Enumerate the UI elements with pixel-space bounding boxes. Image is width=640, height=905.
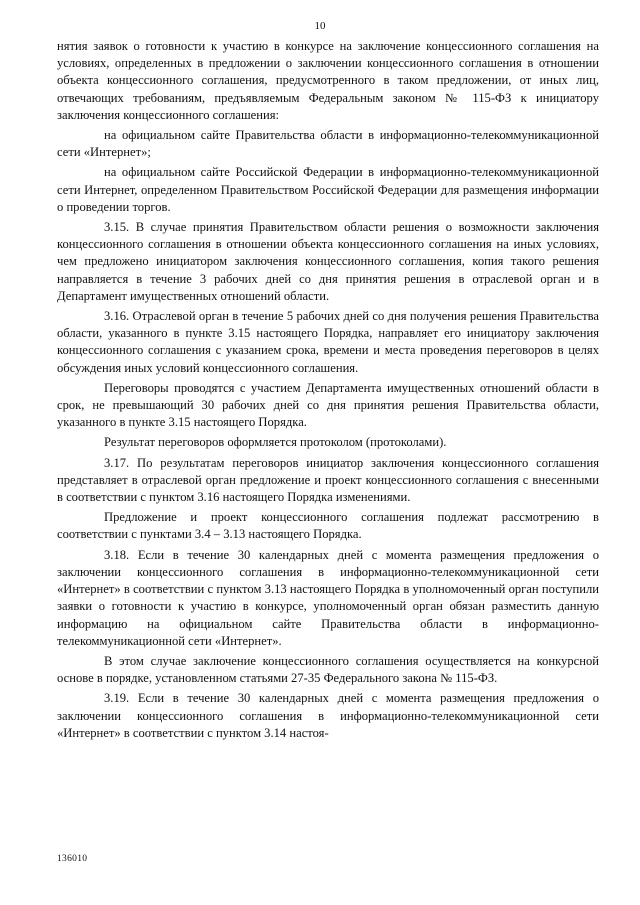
paragraph-proposal-review: Предложение и проект концессионного соглашения подлежат рассмотрению в соответствии с пунктами 3.4 – 3.13 настоящего Порядка. [57,510,599,542]
paragraph-negotiations: Переговоры проводятся с участием Департамента имущественных отношений области в срок, не превышающий 30 рабочих дней со дня принятия решения Правительства области, указанного в пункте 3.15 настоящего Порядка. [57,380,599,430]
paragraph-clause-3-17: 3.17. По результатам переговоров инициатор заключения концессионного соглашения представляет в отраслевой орган предложение и проект концессионного соглашения с внесенными в соответствии с пунктом 3.16 настоящего Порядка изменениями. [57,455,599,505]
paragraph-clause-3-15: 3.15. В случае принятия Правительством области решения о возможности заключения концессионного соглашения в отношении объекта концессионного соглашения на иных условиях, чем предложено инициатором заключения концессионного соглашения, копия такого решения направляется в течение 3 рабочих дней со дня принятия решения в отраслевой орган и в Департамент имущественных отношений области. [57,220,599,303]
paragraph-clause-3-19: 3.19. Если в течение 30 календарных дней с момента размещения предложения о заключении концессионного соглашения в информационно-телекоммуникационной сети «Интернет» в соответствии с пунктом 3.14 настоя- [57,691,599,740]
document-code: 136010 [57,854,88,864]
paragraph-competitive-basis: В этом случае заключение концессионного соглашения осуществляется на конкурсной основе в порядке, установленном статьями 27-35 Федерального закона № 115-ФЗ. [57,653,599,686]
paragraph-bullet-federal-site: на официальном сайте Российской Федерации в информационно-телекоммуникационной сети Интернет, определенном Правительством Российской Федерации для размещения информации о проведении торгов. [57,165,599,214]
paragraph-negotiation-result: Результат переговоров оформляется протоколом (протоколами). [104,435,447,450]
paragraph-clause-3-16: 3.16. Отраслевой орган в течение 5 рабочих дней со дня получения решения Правительства области, указанного в пункте 3.15 настоящего Порядка, направляет его инициатору заключения концессионного соглашения с указанием срока, времени и места проведения переговоров в целях обсуждения иных условий концессионного соглашения. [57,309,599,375]
page-number: 10 [314,20,326,32]
document-body [57,38,599,745]
paragraph-bullet-regional-site: на официальном сайте Правительства области в информационно-телекоммуникационной сети «Интернет»; [57,128,599,160]
paragraph-continuation: нятия заявок о готовности к участию в конкурсе на заключение концессионного соглашения на условиях, определенных в предложении о заключении концессионного соглашения в отношении объекта концессионного соглашения, предусмотренного в таком предложении, от иных лиц, отвечающих требованиям, предъявляемым Федеральным законом № 115-ФЗ к инициатору заключения концессионного соглашения: [57,39,599,122]
paragraph-clause-3-18: 3.18. Если в течение 30 календарных дней с момента размещения предложения о заключении концессионного соглашения в информационно-телекоммуникационной сети «Интернет» в соответствии с пунктом 3.13 настоящего Порядка в уполномоченный орган поступили заявки о готовности к участию в конкурсе, уполномоченный орган обязан разместить данную информацию на официальном сайте Правительства области в информационно-телекоммуникационной сети «Интернет». [57,547,599,648]
